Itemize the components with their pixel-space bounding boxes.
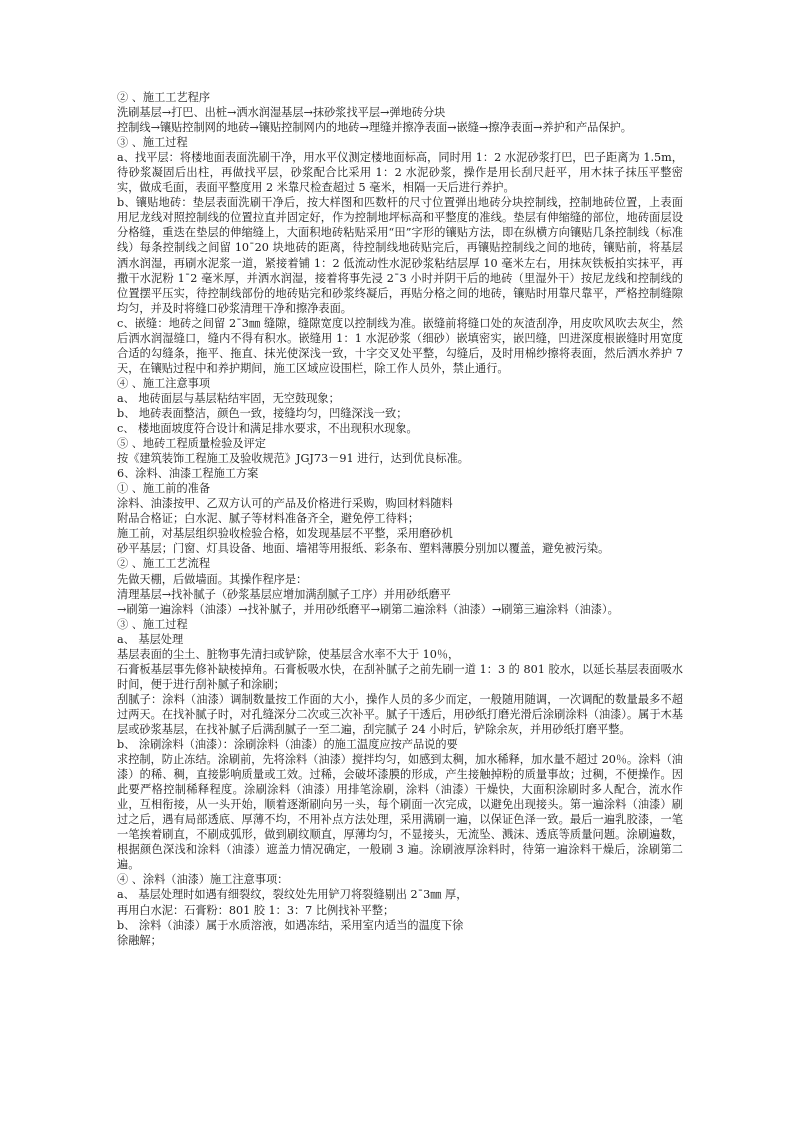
paragraph: ④ 、施工注意事项: [117, 376, 211, 390]
paragraph: 6、涂料、油漆工程施工方案: [117, 467, 259, 481]
paragraph: c、嵌缝：地砖之间留 2ˉ3㎜ 缝隙，缝隙宽度以控制线为准。嵌缝前将缝口处的灰渣刮净，用皮吹风吹去灰尘，然后洒水润湿缝口，缝内不得有积水。嵌缝用 1：1 水泥砂浆（细砂）嵌填密实，嵌凹缝，凹进深度根嵌缝时用宽度合适的勾缝条，拖平、拖直、抹光使深浅一致，十字交叉处平整，勾缝后，及时用棉纱擦将表面，然后洒水养护 7 天，在镶贴过程中和养护期间，施工区域应设围栏，除工作人员外，禁止通行。: [117, 316, 683, 375]
paragraph: 洗刷基层→打巴、出桩→洒水润湿基层→抹砂浆找平层→弹地砖分块: [117, 106, 446, 120]
paragraph: 按《建筑装饰工程施工及验收规范》JGJ73－91 进行，达到优良标准。: [117, 452, 469, 466]
paragraph: b、 地砖表面整洁，颜色一致，接缝均匀，凹缝深浅一致；: [117, 406, 408, 420]
paragraph: 涂料、油漆按甲、乙双方认可的产品及价格进行采购，购回材料随料: [117, 497, 453, 511]
paragraph: 基层表面的尘土、脏物事先清扫或铲除，使基层含水率不大于 10％，: [117, 647, 460, 661]
paragraph: 徐融解；: [117, 933, 162, 947]
paragraph: a、 基层处理时如遇有细裂纹，裂纹处先用铲刀将裂缝剔出 2ˉ3㎜ 厚，: [117, 888, 468, 902]
paragraph: ③ 、施工过程: [117, 136, 188, 150]
paragraph: ④ 、涂料（油漆）施工注意事项：: [117, 873, 289, 887]
paragraph: 砂平基层；门窗、灯具设备、地面、墙裙等用报纸、彩条布、塑料薄膜分别加以覆盖，避免被污染。: [117, 542, 610, 556]
paragraph: ② 、施工工艺程序: [117, 91, 211, 104]
paragraph: ② 、施工工艺流程: [117, 557, 211, 571]
paragraph: ① 、施工前的准备: [117, 482, 211, 496]
paragraph: b、镶贴地砖：垫层表面洗刷干净后，按大样图和匹数杆的尺寸位置弹出地砖分块控制线，控制地砖位置，上表面用尼龙线对照控制线的位置拉直并固定好，作为控制地坪标高和平整度的准线。垫层有伸缩缝的部位，地砖面层设分格缝，重迭在垫层的伸缩缝上，大面积地砖粘贴采用“田”字形的镶贴方法，即在纵横方向镶贴几条控制线（标准线）每条控制线之间留 10ˉ20 块地砖的距离，待控制线地砖贴完后，再镶贴控制线之间的地砖，镶贴前，将基层洒水润湿，再刷水泥浆一道，紧接着铺 1：2 低流动性水泥砂浆粘结层厚 10 毫米左右，用抹灰铁板拍实抹平，再撒干水泥粉 1ˉ2 毫米厚，并洒水润湿，接着将事先浸 2ˉ3 小时并阴干后的地砖（里湿外干）按尼龙线和控制线的位置摆平压实，待控制线部份的地砖贴完和砂浆终凝后，再贴分格之间的地砖，镶贴时用靠尺靠平，严格控制缝隙均匀，并及时将缝口砂浆清理干净和擦净表面。: [117, 196, 683, 315]
paragraph: ③ 、施工过程: [117, 617, 188, 631]
paragraph: 石膏板基层事先修补缺棱掉角。石膏板吸水快，在刮补腻子之前先刷一道 1：3 的 801 胶水，以延长基层表面吸水时间，便于进行刮补腻子和涂刷；: [117, 662, 683, 691]
document-text-body: [117, 90, 683, 948]
paragraph: 施工前，对基层组织验收检验合格，如发现基层不平整，采用磨砂机: [117, 527, 453, 541]
paragraph: b、 涂料（油漆）属于水质溶液，如遇冻结，采用室内适当的温度下徐: [117, 918, 464, 932]
paragraph: 清理基层→找补腻子（砂浆基层应增加满刮腻子工序）并用砂纸磨平: [117, 587, 451, 601]
paragraph: ⑤ 、地砖工程质量检验及评定: [117, 437, 266, 451]
paragraph: 控制线→镶贴控制网的地砖→镶贴控制网内的地砖→理缝并擦净表面→嵌缝→擦净表面→养护和产品保护。: [117, 121, 632, 135]
paragraph: c、 楼地面坡度符合设计和满足排水要求，不出现积水现象。: [117, 422, 418, 436]
paragraph: b、 涂刷涂料（油漆）：涂刷涂料（油漆）的施工温度应按产品说的要: [117, 738, 458, 752]
paragraph: →刷第一遍涂料（油漆）→找补腻子，并用砂纸磨平→刷第二遍涂料（油漆）→刷第三遍涂料（油漆）。: [117, 602, 619, 616]
paragraph: 求控制，防止冻结。涂刷前，先将涂料（油漆）搅拌均匀，如感到太稠，加水稀释，加水量不超过 20％。涂料（油漆）的稀、稠，直接影响质量或工效。过稀，会破坏漆膜的形成，产生接触掉粉的质量事故；过稠，不便操作。因此要严格控制稀释程度。涂刷涂料（油漆）用排笔涂刷，涂料（油漆）干燥快，大面积涂刷时多人配合，流水作业，互相衔接，从一头开始，顺着逐渐刷向另一头，每个刷面一次完成，以避免出现接头。第一遍涂料（油漆）刷过之后，遇有局部透底、厚薄不均，不用补点方法处理，采用满刷一遍，以保证色泽一致。最后一遍乳胶漆，一笔一笔挨着刷直，不刷成弧形，做到刷纹顺直，厚薄均匀，不显接头，无流坠、溅沫、透底等质量问题。涂刷遍数，根据颜色深浅和涂料（油漆）遮盖力情况确定，一般刷 3 遍。涂刷液厚涂料时，待第一遍涂料干燥后，涂刷第二遍。: [117, 753, 683, 872]
paragraph: 先做天棚，后做墙面。其操作程序是：: [117, 572, 308, 586]
paragraph: 再用白水泥：石膏粉：801 胶 1：3：7 比例找补平整；: [117, 903, 395, 917]
paragraph: 附品合格证；白水泥、腻子等材料准备齐全，避免停工待料；: [117, 512, 420, 526]
paragraph: a、 地砖面层与基层粘结牢固，无空鼓现象；: [117, 391, 340, 405]
paragraph: a、 基层处理: [117, 632, 184, 646]
paragraph: 刮腻子：涂料（油漆）调制数量按工作面的大小，操作人员的多少而定，一般随用随调，一次调配的数量最多不超过两天。在找补腻子时，对孔缝深分二次或三次补平。腻子干透后，用砂纸打磨光滑后涂刷涂料（油漆）。属于木基层或砂浆基层，在找补腻子后满刮腻子一至二遍，刮完腻子 24 小时后，铲除余灰，并用砂纸打磨平整。: [117, 692, 683, 736]
paragraph: a、找平层：将楼地面表面洗刷干净，用水平仪测定楼地面标高，同时用 1：2 水泥砂浆打巴，巴子距离为 1.5m，待砂浆凝固后出柱，再做找平层，砂浆配合比采用 1：2 水泥砂浆，操作是用长刮尺赶平，用木抹子抹压平整密实，做成毛面，表面平整度用 2 米靠尺检查超过 5 毫米，相隔一天后进行养护。: [117, 151, 683, 195]
